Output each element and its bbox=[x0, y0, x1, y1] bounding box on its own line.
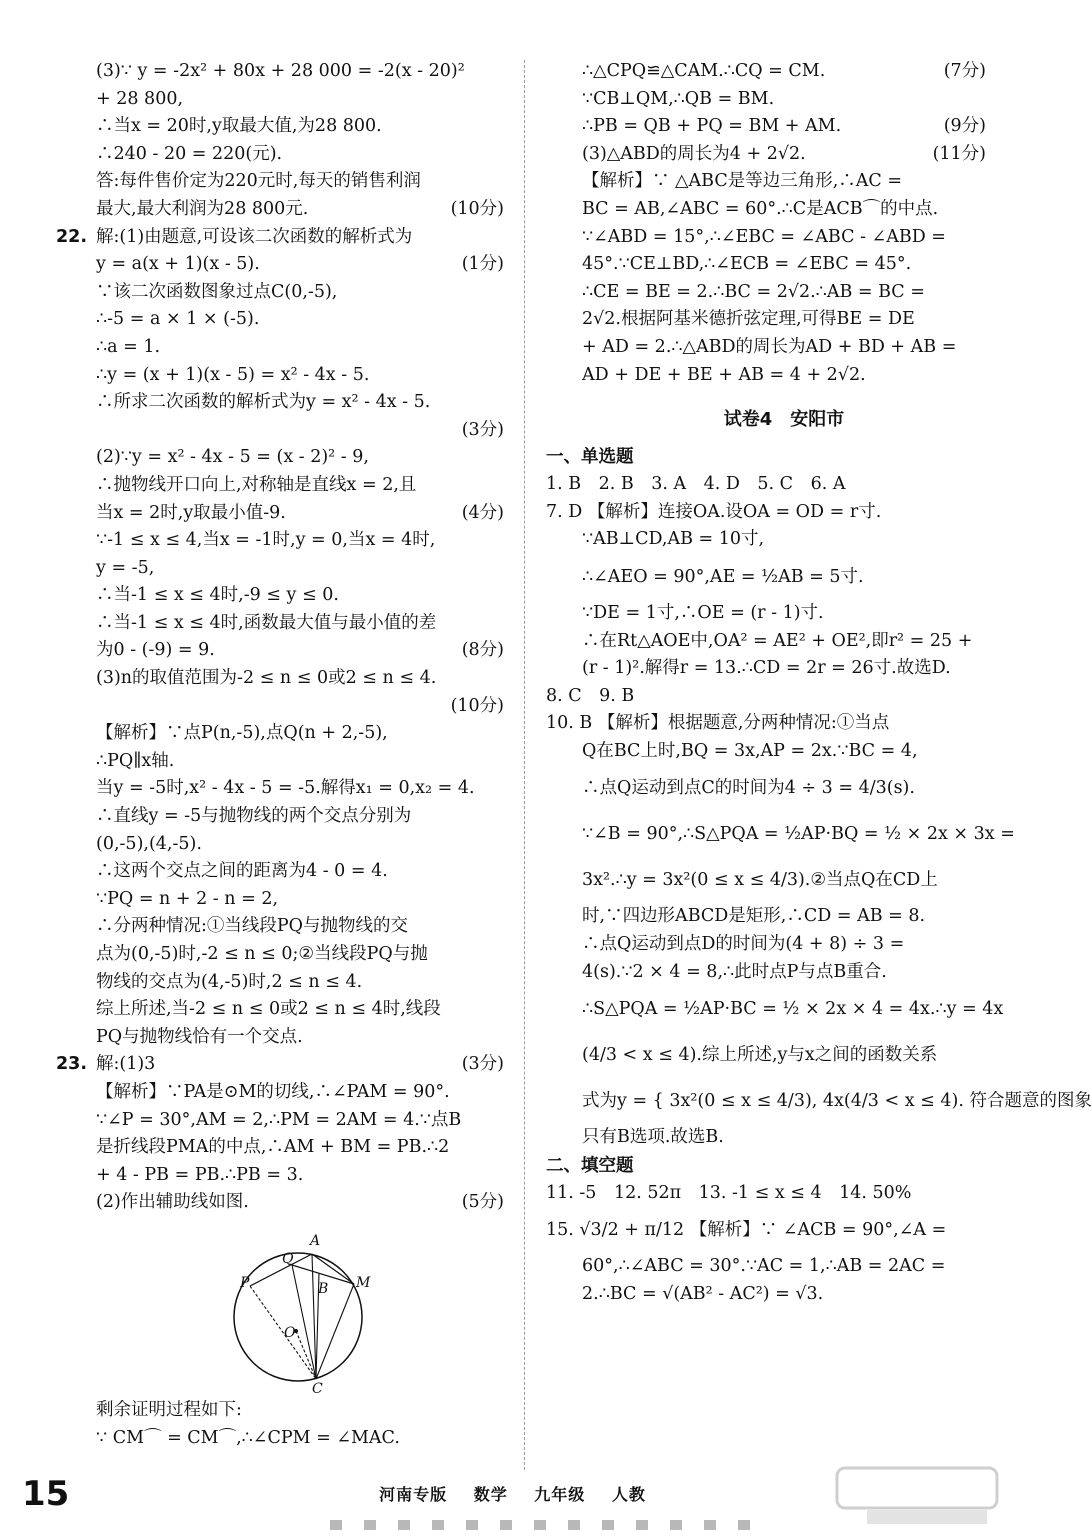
point-label-m: M bbox=[356, 1274, 371, 1291]
question-number: 23. bbox=[56, 1054, 88, 1075]
text-line bbox=[96, 362, 504, 390]
line-text: (2)∵y = x² - 4x - 5 = (x - 2)² - 9, bbox=[96, 447, 369, 468]
text-line bbox=[96, 196, 504, 224]
score-label: (10分) bbox=[450, 198, 504, 219]
score-label: (4分) bbox=[461, 502, 504, 523]
text-line bbox=[96, 637, 504, 665]
text-line bbox=[96, 941, 504, 969]
text-line bbox=[96, 693, 504, 721]
line-text: BC = AB,∠ABC = 60°.∴C是ACB⌒的中点. bbox=[582, 198, 939, 219]
line-text: 2.∴BC = √(AB² - AC²) = √3. bbox=[582, 1284, 824, 1305]
point-label-a: A bbox=[310, 1232, 321, 1249]
line-text: ∴点Q运动到点C的时间为4 ÷ 3 = 4/3(s). bbox=[582, 778, 915, 799]
line-text: (3)∵ y = -2x² + 80x + 28 000 = -2(x - 20)² bbox=[96, 61, 465, 81]
segment-oc bbox=[296, 1331, 316, 1379]
text-line bbox=[582, 655, 986, 683]
text-line bbox=[582, 628, 986, 656]
text-line bbox=[582, 931, 986, 959]
text-line bbox=[96, 113, 504, 141]
text-line bbox=[582, 224, 986, 252]
line-text: (2)作出辅助线如图. bbox=[96, 1192, 249, 1213]
line-text: 7. D 【解析】连接OA.设OA = OD = r寸. bbox=[546, 501, 882, 522]
line-text: ∴PQ∥x轴. bbox=[96, 750, 175, 771]
line-text: 15. √3/2 + π/12 【解析】∵ ∠ACB = 90°,∠A = bbox=[546, 1220, 947, 1241]
score-label: (8分) bbox=[461, 640, 504, 661]
point-label-p: P bbox=[240, 1274, 250, 1291]
line-text: 60°,∴∠ABC = 30°.∵AC = 1,∴AB = 2AC = bbox=[582, 1256, 946, 1277]
text-line bbox=[582, 362, 986, 390]
right-column bbox=[546, 58, 1092, 1309]
score-label: (11分) bbox=[932, 143, 986, 164]
text-line bbox=[96, 251, 504, 279]
text-line bbox=[96, 969, 504, 997]
line-text: ∴抛物线开口向上,对称轴是直线x = 2,且 bbox=[96, 474, 417, 495]
text-line bbox=[96, 886, 504, 914]
line-text: 45°.∵CE⊥BD,∴∠ECB = ∠EBC = 45°. bbox=[582, 254, 912, 275]
text-line bbox=[96, 444, 504, 472]
line-text: (3)n的取值范围为-2 ≤ n ≤ 0或2 ≤ n ≤ 4. bbox=[96, 668, 437, 689]
text-line bbox=[96, 306, 504, 334]
line-text: ∴直线y = -5与抛物线的两个交点分别为 bbox=[96, 806, 412, 827]
section-heading: 二、填空题 bbox=[546, 1155, 634, 1176]
text-line bbox=[96, 279, 504, 307]
line-text: ∴PB = QB + PQ = BM + AM. bbox=[582, 116, 842, 137]
line-text: ∴a = 1. bbox=[96, 336, 161, 357]
text-line bbox=[582, 526, 986, 554]
score-label: (7分) bbox=[943, 61, 986, 81]
line-text: y = a(x + 1)(x - 5). bbox=[96, 254, 260, 275]
line-text: 解:(1)3 bbox=[96, 1054, 156, 1075]
line-text: ∴CE = BE = 2.∴BC = 2√2.∴AB = BC = bbox=[582, 281, 925, 302]
text-line bbox=[582, 251, 986, 279]
line-text: AD + DE + BE + AB = 4 + 2√2. bbox=[582, 364, 866, 385]
section-heading: 一、单选题 bbox=[546, 447, 634, 468]
text-line bbox=[582, 811, 1015, 857]
text-line bbox=[96, 996, 504, 1024]
text-line bbox=[582, 113, 986, 141]
line-text: ∴∠AEO = 90°,AE = ½AB = 5寸. bbox=[582, 566, 864, 587]
text-line bbox=[96, 527, 504, 555]
line-text: ∵该二次函数图象过点C(0,-5), bbox=[96, 281, 338, 302]
line-text: 当y = -5时,x² - 4x - 5 = -5.解得x₁ = 0,x₂ = 4. bbox=[96, 778, 475, 799]
text-line bbox=[546, 710, 986, 738]
point-label-q: Q bbox=[282, 1250, 294, 1267]
line-text: 只有B选项.故选B. bbox=[582, 1127, 724, 1148]
text-line bbox=[96, 1162, 504, 1190]
line-text: ∵∠B = 90°,∴S△PQA = ½AP·BQ = ½ × 2x × 3x = bbox=[582, 824, 1015, 845]
text-line bbox=[96, 1107, 504, 1135]
exam-title: 试卷4 安阳市 bbox=[723, 409, 845, 431]
text-line bbox=[96, 555, 504, 583]
text-line bbox=[96, 1024, 504, 1052]
footer-edition: 河南专版 bbox=[379, 1485, 448, 1504]
text-line bbox=[96, 334, 504, 362]
score-label: (3分) bbox=[461, 419, 504, 440]
line-text: ∵ CM⌒ = CM⌒,∴∠CPM = ∠MAC. bbox=[96, 1427, 400, 1448]
text-line bbox=[582, 857, 986, 903]
text-line bbox=[96, 1189, 504, 1217]
text-line bbox=[546, 471, 986, 499]
text-line bbox=[96, 1079, 504, 1107]
line-text: 式为y = { 3x²(0 ≤ x ≤ 4/3), 4x(4/3 < x ≤ 4). 符合题意的图象 bbox=[582, 1091, 1092, 1112]
text-line bbox=[96, 500, 504, 528]
text-line bbox=[96, 720, 504, 748]
text-line bbox=[96, 1397, 504, 1425]
text-line bbox=[582, 600, 986, 628]
line-text: (3)△ABD的周长为4 + 2√2. bbox=[582, 143, 806, 164]
text-line bbox=[96, 610, 504, 638]
geometry-figure bbox=[96, 1221, 504, 1397]
line-text: 综上所述,当-2 ≤ n ≤ 0或2 ≤ n ≤ 4时,线段 bbox=[96, 999, 441, 1020]
line-text: 11. -5 12. 52π 13. -1 ≤ x ≤ 4 14. 50% bbox=[546, 1182, 912, 1203]
text-line bbox=[582, 334, 986, 362]
score-label: (10分) bbox=[450, 695, 504, 716]
line-text: ∴当x = 20时,y取最大值,为28 800. bbox=[96, 116, 382, 137]
line-text: + 4 - PB = PB.∴PB = 3. bbox=[96, 1164, 304, 1185]
text-line bbox=[582, 1124, 986, 1152]
text-line bbox=[96, 472, 504, 500]
text-line bbox=[582, 279, 986, 307]
line-text: ∵-1 ≤ x ≤ 4,当x = -1时,y = 0,当x = 4时, bbox=[96, 530, 436, 551]
text-line bbox=[96, 141, 504, 169]
text-line bbox=[582, 554, 986, 600]
text-line bbox=[582, 765, 986, 811]
text-line bbox=[96, 913, 504, 941]
line-text: ∴当-1 ≤ x ≤ 4时,函数最大值与最小值的差 bbox=[96, 612, 437, 633]
line-text: 为0 - (-9) = 9. bbox=[96, 640, 215, 661]
text-line bbox=[546, 683, 986, 711]
line-text: Q在BC上时,BQ = 3x,AP = 2x.∵BC = 4, bbox=[582, 740, 918, 761]
line-text: 物线的交点为(4,-5)时,2 ≤ n ≤ 4. bbox=[96, 971, 363, 992]
score-label: (1分) bbox=[461, 254, 504, 275]
text-line bbox=[96, 417, 504, 445]
line-text: ∵∠ABD = 15°,∴∠EBC = ∠ABC - ∠ABD = bbox=[582, 226, 946, 247]
text-line bbox=[96, 168, 504, 196]
text-line bbox=[96, 58, 504, 86]
watermark-logo bbox=[827, 1460, 1007, 1530]
line-text: 1. B 2. B 3. A 4. D 5. C 6. A bbox=[546, 474, 846, 495]
line-text: ∴240 - 20 = 220(元). bbox=[96, 143, 283, 164]
point-label-b: B bbox=[318, 1280, 329, 1297]
line-text: + 28 800, bbox=[96, 88, 184, 109]
text-line bbox=[546, 1180, 986, 1208]
footer-subject: 数学 bbox=[473, 1485, 508, 1504]
text-line bbox=[96, 858, 504, 886]
line-text: 10. B 【解析】根据题意,分两种情况:①当点 bbox=[546, 713, 890, 734]
line-text: 3x².∴y = 3x²(0 ≤ x ≤ 4/3).②当点Q在CD上 bbox=[582, 870, 938, 891]
text-line bbox=[96, 86, 504, 114]
question-number: 22. bbox=[56, 226, 88, 247]
line-text: (r - 1)².解得r = 13.∴CD = 2r = 26寸.故选D. bbox=[582, 658, 951, 679]
line-text: 答:每件售价定为220元时,每天的销售利润 bbox=[96, 171, 421, 192]
line-text: 【解析】∵PA是⊙M的切线,∴∠PAM = 90°. bbox=[96, 1081, 450, 1102]
text-line bbox=[96, 775, 504, 803]
text-line bbox=[582, 1032, 986, 1078]
text-line bbox=[582, 1078, 1092, 1124]
text-line bbox=[582, 986, 1004, 1032]
score-label: (5分) bbox=[461, 1192, 504, 1213]
line-text: 当x = 2时,y取最小值-9. bbox=[96, 502, 286, 523]
text-line bbox=[96, 582, 504, 610]
text-line bbox=[546, 1207, 986, 1253]
text-line bbox=[582, 306, 986, 334]
line-text: ∴点Q运动到点D的时间为(4 + 8) ÷ 3 = bbox=[582, 934, 905, 955]
line-text: ∵DE = 1寸,∴OE = (r - 1)寸. bbox=[582, 602, 824, 623]
line-text: ∵CB⊥QM,∴QB = BM. bbox=[582, 88, 775, 109]
text-line bbox=[582, 738, 986, 766]
text-line bbox=[582, 959, 986, 987]
line-text: ∴-5 = a × 1 × (-5). bbox=[96, 309, 260, 330]
footer-publisher: 人教 bbox=[611, 1485, 646, 1504]
line-text: ∵PQ = n + 2 - n = 2, bbox=[96, 888, 279, 909]
line-text: 解:(1)由题意,可设该二次函数的解析式为 bbox=[96, 226, 413, 247]
score-label: (9分) bbox=[943, 116, 986, 137]
line-text: (0,-5),(4,-5). bbox=[96, 833, 202, 854]
line-text: 是折线段PMA的中点,∴AM + BM = PB.∴2 bbox=[96, 1137, 450, 1158]
line-text: 时,∵四边形ABCD是矩形,∴CD = AB = 8. bbox=[582, 906, 926, 927]
text-line bbox=[96, 1134, 504, 1162]
circle-diagram bbox=[226, 1221, 371, 1397]
line-text: y = -5, bbox=[96, 557, 155, 578]
point-label-o: O bbox=[284, 1324, 296, 1341]
text-line bbox=[96, 389, 504, 417]
score-label: (3分) bbox=[461, 1054, 504, 1075]
text-line bbox=[56, 1051, 504, 1079]
text-line bbox=[582, 86, 986, 114]
bottom-decoration bbox=[330, 1520, 750, 1530]
line-text: 点为(0,-5)时,-2 ≤ n ≤ 0;②当线段PQ与抛 bbox=[96, 944, 428, 964]
text-line bbox=[582, 1281, 986, 1309]
line-text: 【解析】∵点P(n,-5),点Q(n + 2,-5), bbox=[96, 723, 388, 744]
text-line bbox=[582, 58, 986, 86]
circle-outline bbox=[234, 1250, 362, 1381]
line-text: 剩余证明过程如下: bbox=[96, 1399, 242, 1420]
line-text: ∵AB⊥CD,AB = 10寸, bbox=[582, 529, 765, 550]
line-text: ∵∠P = 30°,AM = 2,∴PM = 2AM = 4.∵点B bbox=[96, 1109, 462, 1130]
text-line bbox=[96, 831, 504, 859]
text-line bbox=[96, 1425, 504, 1453]
segment-mc bbox=[316, 1284, 354, 1379]
text-line bbox=[56, 224, 504, 252]
footer-grade: 九年级 bbox=[534, 1485, 586, 1504]
line-text: ∴当-1 ≤ x ≤ 4时,-9 ≤ y ≤ 0. bbox=[96, 585, 339, 606]
page-number: 15 bbox=[22, 1474, 70, 1514]
line-text: 最大,最大利润为28 800元. bbox=[96, 198, 309, 219]
text-line bbox=[96, 665, 504, 693]
text-line bbox=[546, 499, 986, 527]
line-text: ∴S△PQA = ½AP·BC = ½ × 2x × 4 = 4x.∴y = 4x bbox=[582, 999, 1004, 1020]
text-line bbox=[582, 168, 986, 196]
line-text: ∴△CPQ≌△CAM.∴CQ = CM. bbox=[582, 61, 826, 81]
line-text: + AD = 2.∴△ABD的周长为AD + BD + AB = bbox=[582, 336, 957, 357]
text-line bbox=[582, 196, 986, 224]
line-text: ∴分两种情况:①当线段PQ与抛物线的交 bbox=[96, 916, 409, 937]
line-text: PQ与抛物线恰有一个交点. bbox=[96, 1026, 303, 1047]
text-line bbox=[582, 141, 986, 169]
point-label-c: C bbox=[312, 1380, 323, 1397]
line-text: ∴y = (x + 1)(x - 5) = x² - 4x - 5. bbox=[96, 364, 370, 385]
line-text: ∴所求二次函数的解析式为y = x² - 4x - 5. bbox=[96, 392, 431, 413]
text-line bbox=[582, 1253, 986, 1281]
line-text: 8. C 9. B bbox=[546, 685, 635, 706]
column-divider bbox=[524, 60, 525, 1470]
left-column bbox=[56, 58, 504, 1452]
text-line bbox=[582, 903, 986, 931]
text-line bbox=[96, 803, 504, 831]
line-text: 【解析】∵ △ABC是等边三角形,∴AC = bbox=[582, 171, 903, 192]
line-text: (4/3 < x ≤ 4).综上所述,y与x之间的函数关系 bbox=[582, 1045, 938, 1066]
line-text: 2√2.根据阿基米德折弦定理,可得BE = DE bbox=[582, 309, 915, 330]
line-text: ∴在Rt△AOE中,OA² = AE² + OE²,即r² = 25 + bbox=[582, 630, 973, 651]
line-text: ∴这两个交点之间的距离为4 - 0 = 4. bbox=[96, 861, 388, 882]
text-line bbox=[96, 748, 504, 776]
segment-pa bbox=[250, 1254, 312, 1286]
line-text: 4(s).∵2 × 4 = 8,∴此时点P与点B重合. bbox=[582, 961, 887, 982]
